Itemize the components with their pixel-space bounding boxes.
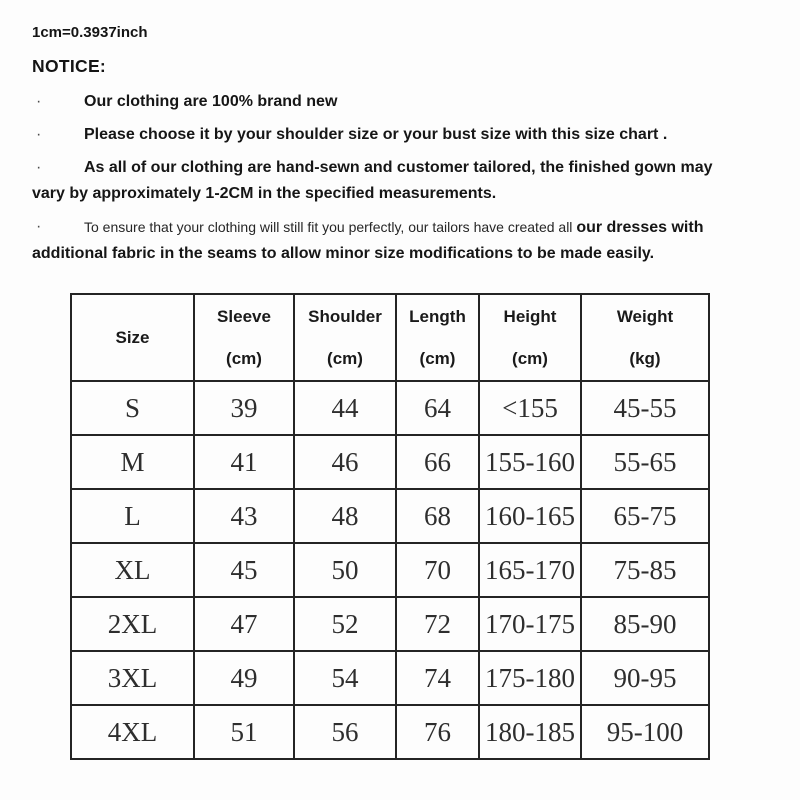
bullet-dot: · [36, 159, 42, 176]
measurement-cell: 155-160 [479, 435, 581, 489]
measurement-cell: 51 [194, 705, 294, 759]
measurement-cell: 90-95 [581, 651, 709, 705]
size-label-cell: 3XL [71, 651, 194, 705]
column-header-weight [581, 294, 709, 381]
notice-item-text: Our clothing are 100% brand new [84, 93, 338, 110]
column-header-stack [295, 295, 395, 380]
notice-item-choose-size [32, 122, 730, 148]
measurement-cell: 76 [396, 705, 479, 759]
column-header-stack [397, 295, 478, 380]
size-chart-table [70, 293, 710, 760]
measurement-cell: 39 [194, 381, 294, 435]
measurement-cell: <155 [479, 381, 581, 435]
size-label-cell: M [71, 435, 194, 489]
table-row-s [71, 381, 709, 435]
notice-item-text: Please choose it by your shoulder size or your bust size with this size chart . [84, 126, 668, 143]
measurement-cell: 55-65 [581, 435, 709, 489]
column-header-size [71, 294, 194, 381]
size-table-header-row [71, 294, 709, 381]
table-row-xl [71, 543, 709, 597]
measurement-cell: 49 [194, 651, 294, 705]
measurement-cell: 41 [194, 435, 294, 489]
measurement-cell: 64 [396, 381, 479, 435]
measurement-cell: 52 [294, 597, 396, 651]
size-label-cell: 4XL [71, 705, 194, 759]
column-unit: (cm) [327, 348, 363, 368]
measurement-cell: 68 [396, 489, 479, 543]
column-label: Height [503, 306, 557, 326]
column-header-length [396, 294, 479, 381]
measurement-cell: 180-185 [479, 705, 581, 759]
measurement-cell: 66 [396, 435, 479, 489]
column-label: Weight [616, 306, 674, 326]
bullet-dot: · [36, 93, 42, 110]
notice-item-brand-new [32, 89, 730, 115]
measurement-cell: 45-55 [581, 381, 709, 435]
column-header-stack [72, 295, 193, 380]
size-label-cell: S [71, 381, 194, 435]
measurement-cell: 85-90 [581, 597, 709, 651]
table-row-4xl [71, 705, 709, 759]
measurement-cell: 95-100 [581, 705, 709, 759]
notice-item-text-intro: To ensure that your clothing will still fit you perfectly, our tailors have created all [84, 219, 577, 235]
measurement-cell: 70 [396, 543, 479, 597]
column-header-stack [582, 295, 708, 380]
measurement-cell: 170-175 [479, 597, 581, 651]
column-unit: (cm) [512, 348, 548, 368]
table-row-3xl [71, 651, 709, 705]
measurement-cell: 160-165 [479, 489, 581, 543]
size-label-cell: XL [71, 543, 194, 597]
size-label-cell: 2XL [71, 597, 194, 651]
column-header-stack [195, 295, 293, 380]
measurement-cell: 44 [294, 381, 396, 435]
measurement-cell: 56 [294, 705, 396, 759]
notice-heading: NOTICE: [32, 56, 107, 76]
column-label: Shoulder [308, 306, 382, 326]
table-row-2xl [71, 597, 709, 651]
column-header-shoulder [294, 294, 396, 381]
measurement-cell: 45 [194, 543, 294, 597]
column-header-stack [480, 295, 580, 380]
size-label-cell: L [71, 489, 194, 543]
measurement-cell: 65-75 [581, 489, 709, 543]
size-table-body [71, 381, 709, 759]
measurement-cell: 47 [194, 597, 294, 651]
measurement-cell: 43 [194, 489, 294, 543]
unit-conversion-note: 1cm=0.3937inch [32, 24, 148, 41]
notice-item-text: As all of our clothing are hand-sewn and customer tailored, the finished gown may vary by approximately 1-2CM in the specified measurements. [32, 159, 713, 202]
column-unit: (cm) [226, 348, 262, 368]
column-unit: (kg) [629, 348, 661, 368]
measurement-cell: 165-170 [479, 543, 581, 597]
column-label: Sleeve [217, 306, 271, 326]
table-row-l [71, 489, 709, 543]
notice-item-text-emphasis: our dresses with additional fabric in the seams to allow minor size modifications to be made easily. [32, 219, 704, 262]
measurement-cell: 75-85 [581, 543, 709, 597]
table-row-m [71, 435, 709, 489]
notice-item-hand-sewn [32, 155, 730, 207]
measurement-cell: 72 [396, 597, 479, 651]
bullet-dot: · [36, 126, 42, 143]
notice-item-seam-fabric [32, 214, 730, 267]
bullet-dot: · [36, 218, 42, 235]
column-header-height [479, 294, 581, 381]
measurement-cell: 74 [396, 651, 479, 705]
measurement-cell: 54 [294, 651, 396, 705]
measurement-cell: 46 [294, 435, 396, 489]
column-label: Length [409, 306, 466, 326]
column-label: Size [115, 327, 150, 347]
measurement-cell: 50 [294, 543, 396, 597]
column-unit: (cm) [419, 348, 456, 368]
measurement-cell: 48 [294, 489, 396, 543]
column-header-sleeve [194, 294, 294, 381]
measurement-cell: 175-180 [479, 651, 581, 705]
